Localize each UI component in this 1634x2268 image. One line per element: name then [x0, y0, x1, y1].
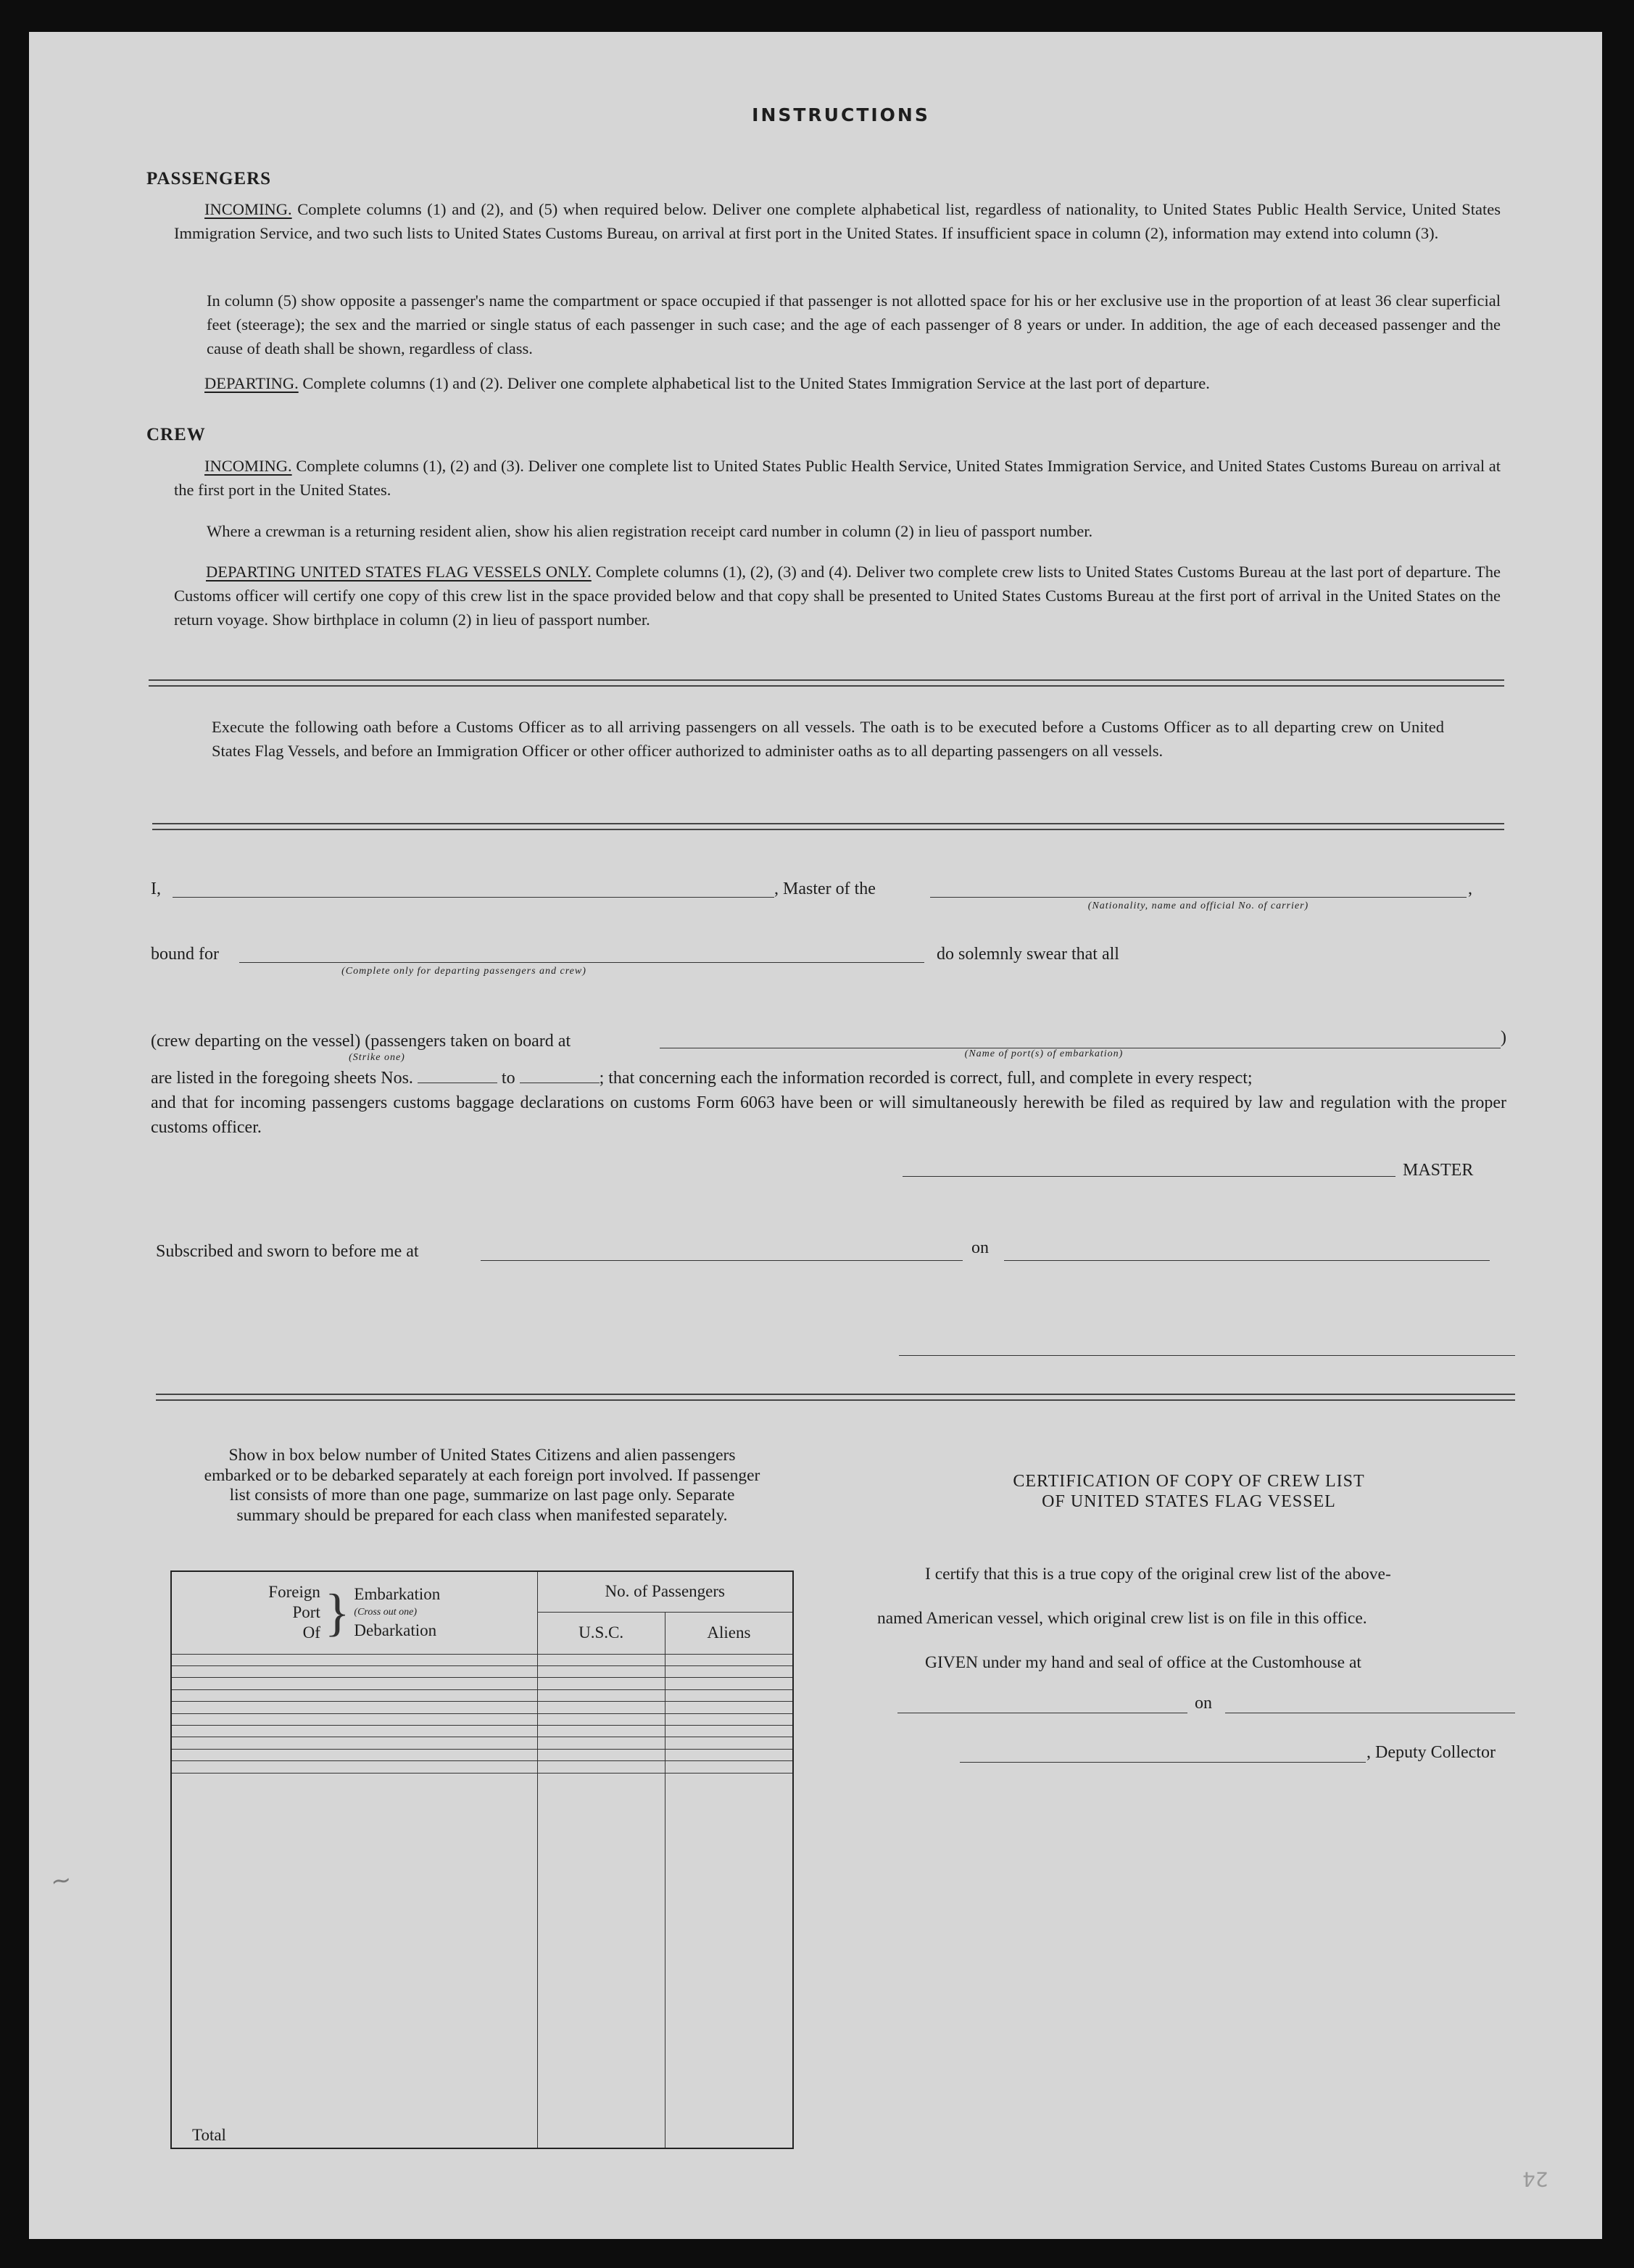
- embarkation-label: Embarkation: [354, 1585, 441, 1604]
- table-row: [171, 1654, 793, 1665]
- aliens-cell[interactable]: [665, 1678, 793, 1689]
- passengers-departing-lead: DEPARTING.: [204, 374, 299, 392]
- certification-on-label: on: [1195, 1694, 1212, 1713]
- port-cell[interactable]: [171, 1713, 537, 1725]
- of-label: Of: [302, 1623, 320, 1642]
- crew-departing-text: Complete columns (1), (2), (3) and (4). Deliver two complete crew lists to United States Customs Bureau at the last port of departure. The Customs officer will certify one copy of this crew list in the space provided below and that copy shall be presented to United States Customs Bureau at the first port of arrival in the United States on the return voyage. Show birthplace in column (2) in lieu of passport number.: [174, 563, 1501, 629]
- oath-divider: [152, 823, 1504, 830]
- aliens-header: Aliens: [665, 1612, 793, 1654]
- crew-incoming-text: Complete columns (1), (2) and (3). Deliver one complete list to United States Public Health Service, United States Immigration Service, and United States Customs Bureau on arrival at the first port in the United States.: [174, 457, 1501, 499]
- passengers-departing-paragraph: [174, 371, 1501, 395]
- close-paren: ): [1501, 1028, 1506, 1047]
- debarkation-label: Debarkation: [354, 1621, 437, 1640]
- usc-cell[interactable]: [537, 1749, 665, 1760]
- table-row: [171, 1713, 793, 1725]
- port-cell[interactable]: [171, 1678, 537, 1689]
- port-cell[interactable]: [171, 1654, 537, 1665]
- crew-incoming-paragraph: [174, 454, 1501, 502]
- usc-cell[interactable]: [537, 1713, 665, 1725]
- sworn-on-label: on: [971, 1238, 989, 1257]
- table-row: [171, 1726, 793, 1737]
- total-row: [171, 1773, 793, 2148]
- passengers-heading: PASSENGERS: [146, 169, 272, 189]
- crew-incoming-lead: INCOMING.: [204, 457, 292, 475]
- solemnly-swear-label: do solemnly swear that all: [937, 945, 1119, 964]
- aliens-cell[interactable]: [665, 1689, 793, 1701]
- port-cell[interactable]: [171, 1702, 537, 1713]
- brace-icon: }: [324, 1584, 350, 1642]
- crew-departing-label: (crew departing on the vessel) (passengers taken on board at: [151, 1032, 571, 1051]
- crew-departing-paragraph: [174, 560, 1501, 632]
- master-signature-field[interactable]: [903, 1176, 1395, 1177]
- passengers-incoming-paragraph: [174, 197, 1501, 245]
- usc-cell[interactable]: [537, 1654, 665, 1665]
- certification-line1: I certify that this is a true copy of the original crew list of the above-: [925, 1565, 1391, 1584]
- usc-cell[interactable]: [537, 1665, 665, 1677]
- port-label: Port: [292, 1603, 320, 1622]
- passengers-departing-text: Complete columns (1) and (2). Deliver one complete alphabetical list to the United States Immigration Service at the last port of departure.: [302, 374, 1210, 392]
- master-name-field[interactable]: [173, 897, 774, 898]
- ports-caption: (Name of port(s) of embarkation): [964, 1048, 1124, 1059]
- deputy-collector-label: , Deputy Collector: [1366, 1743, 1496, 1762]
- total-label: Total: [171, 1773, 537, 2148]
- total-usc-cell[interactable]: [537, 1773, 665, 2148]
- certification-heading-line2: OF UNITED STATES FLAG VESSEL: [1042, 1492, 1336, 1511]
- port-cell[interactable]: [171, 1761, 537, 1773]
- listed-sheets-text: ; that concerning each the information recorded is correct, full, and complete in every respect;: [599, 1069, 1253, 1088]
- aliens-cell[interactable]: [665, 1761, 793, 1773]
- aliens-cell[interactable]: [665, 1749, 793, 1760]
- carrier-caption: (Nationality, name and official No. of carrier): [1087, 901, 1309, 911]
- passengers-incoming-lead: INCOMING.: [204, 200, 292, 218]
- master-label: MASTER: [1403, 1161, 1474, 1180]
- usc-cell[interactable]: [537, 1702, 665, 1713]
- summary-instructions: Show in box below number of United States Citizens and alien passengers embarked or to be debarked separately at each foreign port involved. If passenger list consists of more than one page, summarize on last page only. Separate summary should be prepared for each class when manifested separately.: [204, 1446, 760, 1525]
- table-row: [171, 1737, 793, 1749]
- table-row: [171, 1665, 793, 1677]
- oath-instructions: Execute the following oath before a Customs Officer as to all arriving passengers on all vessels. The oath is to be executed before a Customs Officer as to all departing crew on United States Flag Vessels, and before an Immigration Officer or other officer authorized to administer oaths as to all departing passengers on all vessels.: [212, 718, 1444, 760]
- port-cell[interactable]: [171, 1665, 537, 1677]
- page-number: 24: [1522, 2167, 1548, 2191]
- baggage-declaration-text: and that for incoming passengers customs baggage declarations on customs Form 6063 have been or will simultaneously herewith be filed as required by law and regulation with the proper customs officer.: [151, 1093, 1506, 1137]
- usc-cell[interactable]: [537, 1737, 665, 1749]
- crew-departing-lead: DEPARTING UNITED STATES FLAG VESSELS ONLY.: [206, 563, 592, 581]
- cross-out-caption: (Cross out one): [354, 1607, 418, 1618]
- port-header: [171, 1571, 537, 1654]
- usc-cell[interactable]: [537, 1678, 665, 1689]
- table-row: [171, 1678, 793, 1689]
- sworn-date-field[interactable]: [1004, 1260, 1490, 1261]
- table-row: [171, 1702, 793, 1713]
- aliens-cell[interactable]: [665, 1654, 793, 1665]
- port-cell[interactable]: [171, 1726, 537, 1737]
- master-of-the-label: , Master of the: [774, 880, 876, 898]
- aliens-cell[interactable]: [665, 1665, 793, 1677]
- table-row: [171, 1689, 793, 1701]
- port-cell[interactable]: [171, 1749, 537, 1760]
- aliens-cell[interactable]: [665, 1713, 793, 1725]
- listed-sheets-label: are listed in the foregoing sheets Nos.: [151, 1069, 413, 1088]
- crew-heading: CREW: [146, 425, 206, 444]
- oath-i-label: I,: [151, 880, 161, 898]
- sworn-location-field[interactable]: [481, 1260, 963, 1261]
- no-of-passengers-header: No. of Passengers: [537, 1571, 793, 1612]
- sheet-to-label: to: [501, 1069, 515, 1088]
- section-divider: [149, 679, 1504, 687]
- bound-for-caption: (Complete only for departing passengers and crew): [341, 966, 586, 977]
- certification-line2: named American vessel, which original crew list is on file in this office.: [877, 1609, 1367, 1628]
- deputy-collector-signature-field[interactable]: [960, 1762, 1366, 1763]
- usc-cell[interactable]: [537, 1689, 665, 1701]
- usc-cell[interactable]: [537, 1761, 665, 1773]
- certification-heading-line1: CERTIFICATION OF COPY OF CREW LIST: [1013, 1472, 1365, 1491]
- aliens-cell[interactable]: [665, 1726, 793, 1737]
- officer-signature-field[interactable]: [899, 1355, 1515, 1356]
- passengers-incoming-text: Complete columns (1) and (2), and (5) when required below. Deliver one complete alphabetical list, regardless of nationality, to United States Public Health Service, United States Immigration Service, and two such lists to United States Customs Bureau, on arrival at first port in the United States. If insufficient space in column (2), information may extend into column (3).: [174, 200, 1501, 242]
- subscribed-label: Subscribed and sworn to before me at: [156, 1242, 419, 1261]
- listed-sheets-line: [151, 1066, 1253, 1090]
- bound-for-label: bound for: [151, 945, 219, 964]
- foreign-label: Foreign: [268, 1583, 320, 1602]
- certification-heading: [870, 1471, 1508, 1512]
- carrier-field[interactable]: [930, 897, 1467, 898]
- document-page: [29, 32, 1602, 2239]
- passengers-column5-paragraph: In column (5) show opposite a passenger's name the compartment or space occupied if that passenger is not allotted space for his or her exclusive use in the proportion of at least 36 clear superficial feet (steerage); the sex and the married or single status of each passenger in such case; and the age of each passenger of 8 years or under. In addition, the age of each deceased passenger and the cause of death shall be shown, regardless of class.: [207, 291, 1501, 357]
- crew-resident-paragraph: Where a crewman is a returning resident alien, show his alien registration receipt card number in column (2) in lieu of passport number.: [207, 522, 1093, 540]
- total-aliens-cell[interactable]: [665, 1773, 793, 2148]
- summary-divider: [156, 1394, 1515, 1401]
- strike-one-caption: (Strike one): [349, 1052, 405, 1063]
- usc-header: U.S.C.: [537, 1612, 665, 1654]
- table-row: [171, 1761, 793, 1773]
- port-cell[interactable]: [171, 1689, 537, 1701]
- passenger-summary-table: [170, 1570, 794, 2149]
- port-cell[interactable]: [171, 1737, 537, 1749]
- table-row: [171, 1749, 793, 1760]
- usc-cell[interactable]: [537, 1726, 665, 1737]
- aliens-cell[interactable]: [665, 1702, 793, 1713]
- aliens-cell[interactable]: [665, 1737, 793, 1749]
- page-title: INSTRUCTIONS: [752, 104, 930, 125]
- oath-comma: ,: [1468, 880, 1472, 898]
- pencil-mark-icon: ~: [49, 1865, 74, 1897]
- certification-line3: GIVEN under my hand and seal of office at the Customhouse at: [925, 1653, 1361, 1672]
- bound-for-field[interactable]: [239, 962, 924, 963]
